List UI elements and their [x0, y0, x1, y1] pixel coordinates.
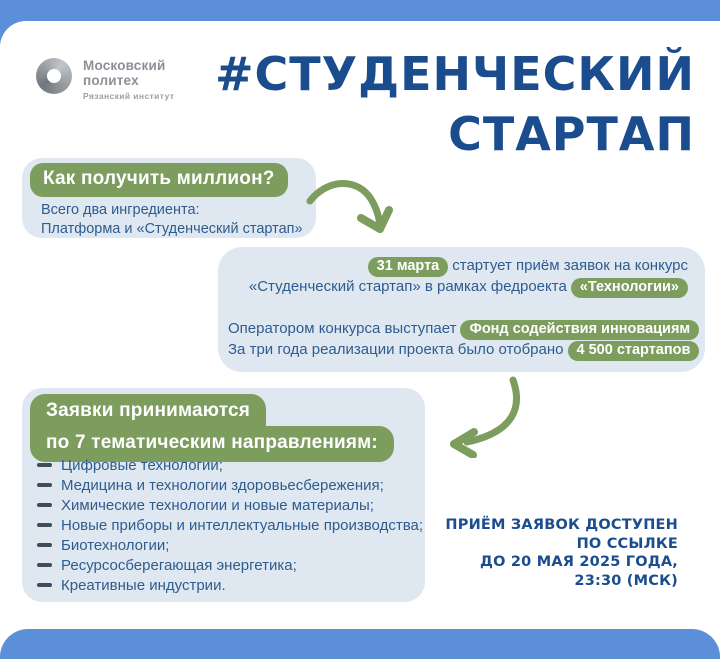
contest-info-box: [218, 247, 705, 372]
list-item: [37, 575, 423, 595]
list-item-label: Креативные индустрии.: [61, 576, 226, 594]
list-item-label: Химические технологии и новые материалы;: [61, 496, 374, 514]
deadline-line3: ДО 20 МАЯ 2025 ГОДА,: [480, 554, 678, 571]
contest-line4-text: За три года реализации проекта было отобрано: [228, 341, 564, 358]
logo-name-line1: Московский: [83, 58, 166, 73]
deadline-line4: 23:30 (МСК): [574, 573, 678, 590]
page-title: [215, 44, 695, 164]
polytech-ring-icon: [36, 58, 72, 94]
logo-text: [83, 58, 174, 101]
dash-bullet-icon: [37, 543, 52, 548]
million-text: [41, 201, 303, 239]
dash-bullet-icon: [37, 503, 52, 508]
contest-line2-text: «Студенческий стартап» в рамках федроекта: [248, 278, 567, 295]
deadline-line2: ПО ССЫЛКЕ: [576, 535, 678, 552]
list-item-label: Ресурсосберегающая энергетика;: [61, 556, 297, 574]
dash-bullet-icon: [37, 523, 52, 528]
dash-bullet-icon: [37, 483, 52, 488]
million-badge: Как получить миллион?: [30, 163, 288, 197]
directions-box: [22, 388, 425, 602]
curved-arrow-down-left-icon: [427, 376, 527, 458]
directions-badge-line2: по 7 тематическим направлениям:: [30, 426, 394, 462]
list-item: [37, 535, 423, 555]
contest-line3-text: Оператором конкурса выступает: [228, 320, 457, 337]
deadline-text: [445, 516, 678, 591]
contest-line2: [228, 277, 688, 298]
date-pill: 31 марта: [368, 257, 449, 277]
million-box: [22, 158, 316, 238]
directions-list: [37, 455, 423, 595]
dash-bullet-icon: [37, 563, 52, 568]
fund-pill: Фонд содействия инновациям: [460, 320, 699, 340]
logo-subtitle: Рязанский институт: [83, 91, 175, 101]
list-item-label: Цифровые технологии;: [61, 456, 223, 474]
list-item: [37, 455, 423, 475]
curved-arrow-down-right-icon: [303, 171, 398, 249]
contest-line4: [228, 340, 691, 361]
million-text-line1: Всего два ингредиента:: [41, 202, 200, 218]
list-item-label: Биотехнологии;: [61, 536, 170, 554]
technologies-pill: «Технологии»: [571, 278, 688, 298]
list-item: [37, 495, 423, 515]
list-item: [37, 515, 423, 535]
dash-bullet-icon: [37, 463, 52, 468]
bottom-accent-bar: [0, 629, 720, 659]
logo-name-line2: политех: [83, 73, 139, 88]
directions-badge-line1: Заявки принимаются: [30, 394, 266, 429]
million-text-line2: Платформа и «Студенческий стартап»: [41, 221, 303, 237]
title-line1: #СТУДЕНЧЕСКИЙ: [215, 47, 695, 101]
deadline-line1: ПРИЁМ ЗАЯВОК ДОСТУПЕН: [445, 517, 678, 533]
contest-line3: [228, 319, 691, 340]
list-item-label: Новые приборы и интеллектуальные производства;: [61, 516, 423, 534]
list-item-label: Медицина и технологии здоровьесбережения;: [61, 476, 384, 494]
startups-pill: 4 500 стартапов: [568, 341, 700, 361]
polytech-logo: [36, 58, 174, 101]
contest-line1-text: стартует приём заявок на конкурс: [452, 257, 688, 274]
dash-bullet-icon: [37, 583, 52, 588]
list-item: [37, 475, 423, 495]
contest-line1: [228, 256, 688, 277]
list-item: [37, 555, 423, 575]
title-line2: СТАРТАП: [448, 107, 695, 161]
